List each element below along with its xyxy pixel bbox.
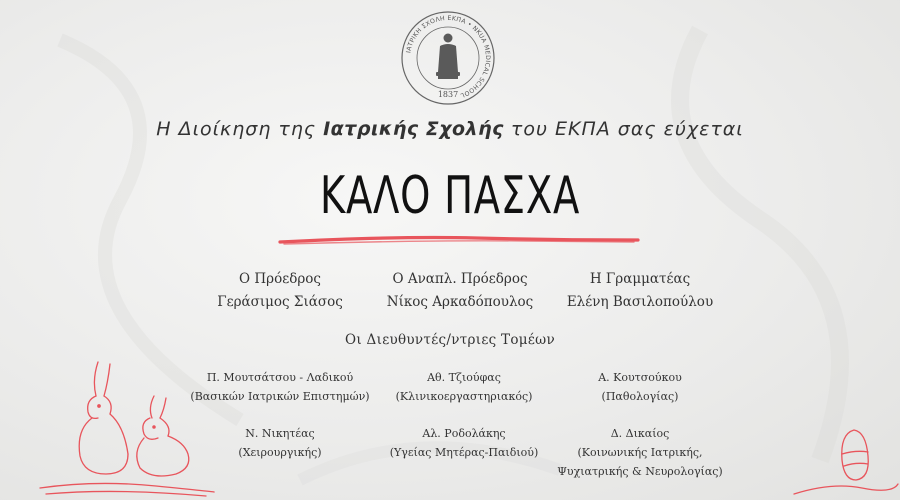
directors-heading: Οι Διευθυντές/ντριες Τομέων xyxy=(345,332,555,348)
director-item xyxy=(530,368,750,406)
greeting-line xyxy=(0,118,900,140)
bunnies-line-art-icon xyxy=(36,356,216,500)
officer-secretary xyxy=(530,268,750,314)
officer-name: Ελένη Βασιλοπούλου xyxy=(566,294,714,310)
easter-egg-line-art-icon xyxy=(792,424,900,500)
greeting-school: Ιατρικής Σχολής xyxy=(323,118,504,140)
officer-title: Ο Αναπλ. Πρόεδρος xyxy=(392,271,528,287)
greeting-suffix: του ΕΚΠΑ σας εύχεται xyxy=(510,118,744,140)
director-sector-line2: Ψυχιατρικής & Νευρολογίας) xyxy=(557,465,723,478)
headline: ΚΑΛΟ ΠΑΣΧΑ xyxy=(319,166,581,226)
director-name: Αθ. Τζιούφας xyxy=(427,371,501,384)
director-sector: (Παθολογίας) xyxy=(601,390,679,403)
director-name: Π. Μουτσάτσου - Λαδικού xyxy=(206,371,354,384)
officer-title: Η Γραμματέας xyxy=(589,271,691,287)
director-sector: (Κοινωνικής Ιατρικής, xyxy=(577,446,703,459)
svg-text:ΙΑΤΡΙΚΗ ΣΧΟΛΗ ΕΚΠΑ • NKUA MEDI: ΙΑΤΡΙΚΗ ΣΧΟΛΗ ΕΚΠΑ • NKUA MEDICAL SCHOOL xyxy=(405,14,492,99)
officer-name: Γεράσιμος Σιάσος xyxy=(217,294,343,310)
director-item xyxy=(530,424,750,481)
greeting-prefix: Η Διοίκηση της xyxy=(156,118,317,140)
svg-text:1837: 1837 xyxy=(437,90,459,99)
director-sector: (Κλινικοεργαστηριακός) xyxy=(395,390,533,403)
headline-underline xyxy=(276,228,642,254)
officer-name: Νίκος Αρκαδόπουλος xyxy=(386,294,534,310)
officer-title: Ο Πρόεδρος xyxy=(239,271,321,287)
university-seal-icon xyxy=(400,10,496,106)
director-sector: (Χειρουργικής) xyxy=(238,446,322,459)
director-sector: (Βασικών Ιατρικών Επιστημών) xyxy=(190,390,370,403)
director-name: Αλ. Ροδολάκης xyxy=(422,427,506,440)
director-sector: (Υγείας Μητέρας-Παιδιού) xyxy=(389,446,539,459)
director-name: Δ. Δικαίος xyxy=(610,427,670,440)
director-name: Ν. Νικητέας xyxy=(245,427,315,440)
director-name: Α. Κουτσούκου xyxy=(598,371,682,384)
